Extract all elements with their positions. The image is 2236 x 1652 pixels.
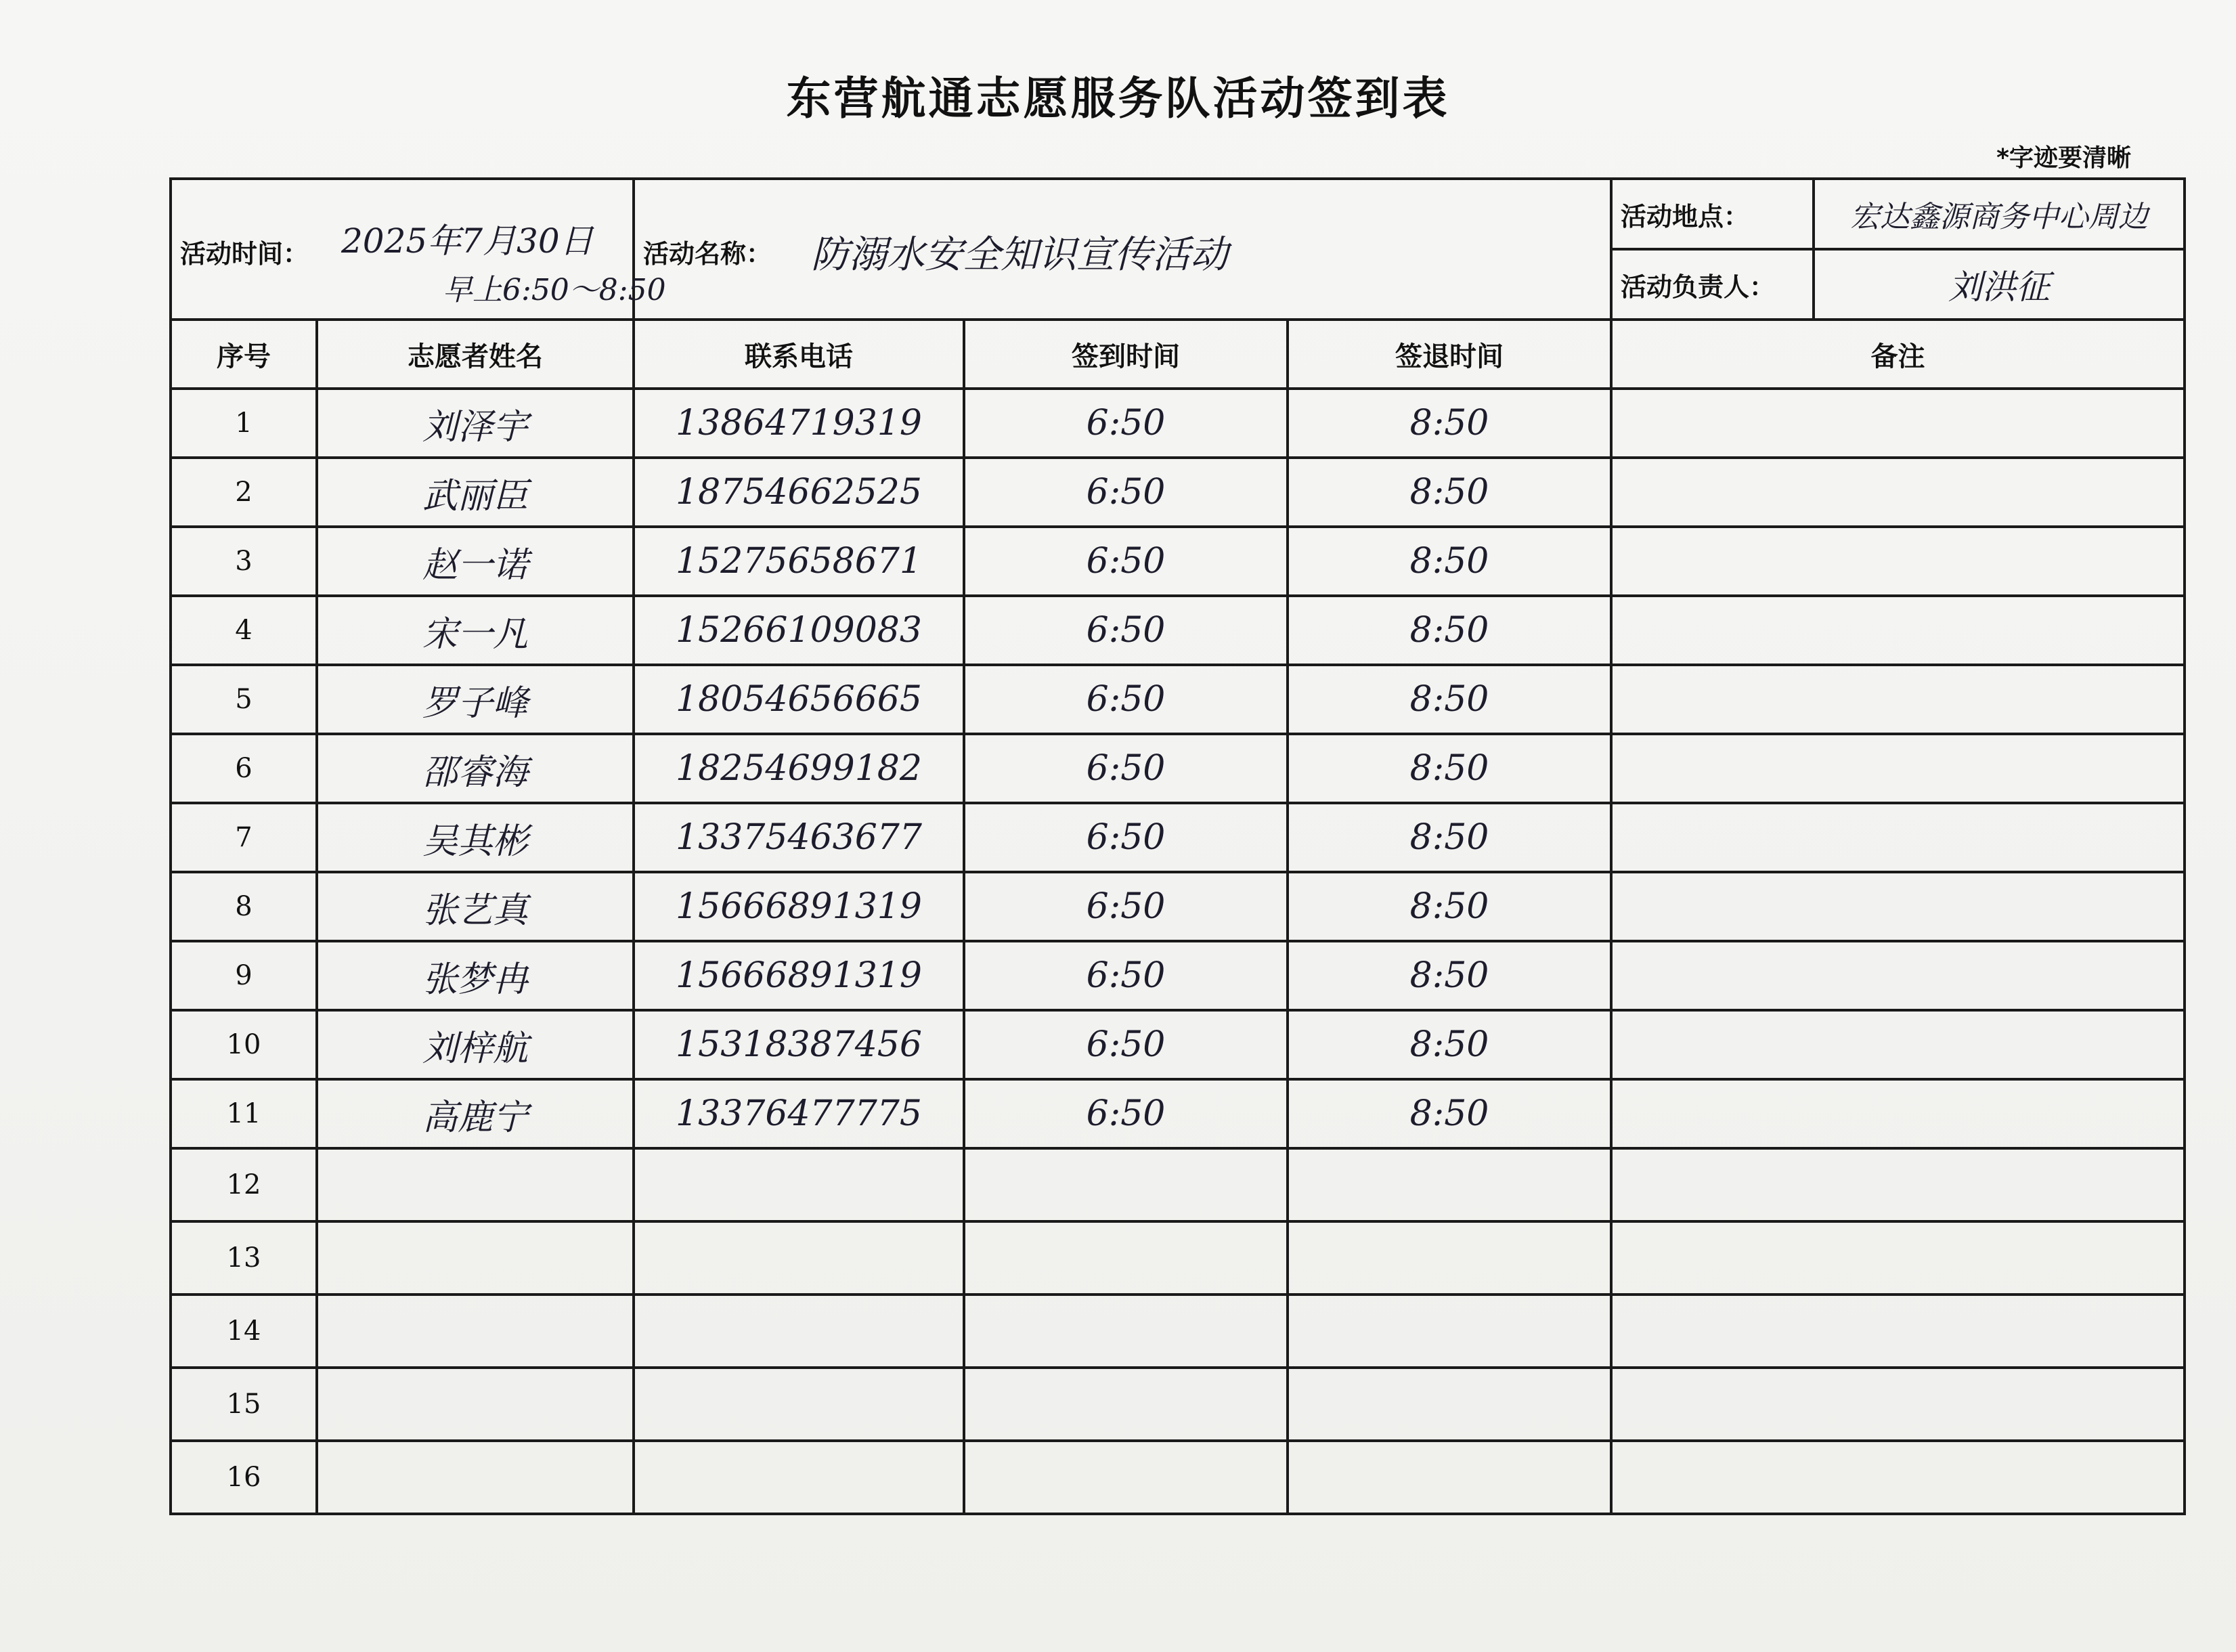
row-index: 14 [171, 1295, 317, 1368]
phone-number: 13864719319 [634, 389, 964, 458]
table-row [171, 734, 2185, 803]
remark [1611, 941, 2185, 1010]
row-index: 6 [171, 734, 317, 803]
table-row [171, 1441, 2185, 1514]
col-header-index: 序号 [171, 320, 317, 389]
col-header-signin: 签到时间 [964, 320, 1288, 389]
table-row [171, 665, 2185, 734]
volunteer-name: 武丽臣 [317, 458, 634, 527]
activity-location-label: 活动地点： [1611, 179, 1814, 249]
sign-in-time: 6:50 [964, 872, 1288, 941]
table-row [171, 458, 2185, 527]
remark [1611, 389, 2185, 458]
activity-time-cell [171, 179, 666, 320]
volunteer-name: 赵一诺 [317, 527, 634, 596]
phone-number: 15318387456 [634, 1010, 964, 1079]
sign-in-time: 6:50 [964, 665, 1288, 734]
table-row [171, 1148, 2185, 1221]
phone-number: 15666891319 [634, 872, 964, 941]
sign-in-time: 6:50 [964, 527, 1288, 596]
table-row [171, 1295, 2185, 1368]
row-index: 11 [171, 1079, 317, 1148]
row-index: 8 [171, 872, 317, 941]
row-index: 1 [171, 389, 317, 458]
phone-number: 18754662525 [634, 458, 964, 527]
col-header-phone: 联系电话 [634, 320, 964, 389]
col-header-remark: 备注 [1611, 320, 2185, 389]
table-row [171, 872, 2185, 941]
volunteer-name: 高鹿宁 [317, 1079, 634, 1148]
sign-out-time: 8:50 [1288, 389, 1611, 458]
page-title: 东营航通志愿服务队活动签到表 [786, 72, 1450, 125]
sign-out-time: 8:50 [1288, 458, 1611, 527]
sign-out-time [1288, 1441, 1611, 1514]
row-index: 4 [171, 596, 317, 665]
table-row [171, 389, 2185, 458]
sign-in-time: 6:50 [964, 734, 1288, 803]
table-row [171, 1079, 2185, 1148]
sign-in-time: 6:50 [964, 1079, 1288, 1148]
sign-out-time: 8:50 [1288, 803, 1611, 872]
remark [1611, 734, 2185, 803]
remark [1611, 872, 2185, 941]
remark [1611, 1221, 2185, 1295]
sign-in-time: 6:50 [964, 941, 1288, 1010]
activity-date: 2025年7月30日 [341, 221, 594, 261]
phone-number: 15266109083 [634, 596, 964, 665]
row-index: 5 [171, 665, 317, 734]
sign-in-time [964, 1441, 1288, 1514]
volunteer-name: 宋一凡 [317, 596, 634, 665]
row-index: 13 [171, 1221, 317, 1295]
volunteer-name: 刘梓航 [317, 1010, 634, 1079]
table-row [171, 1368, 2185, 1441]
sign-in-time [964, 1221, 1288, 1295]
table-row [171, 941, 2185, 1010]
remark [1611, 803, 2185, 872]
volunteer-name [317, 1368, 634, 1441]
activity-name-value: 防溺水安全知识宣传活动 [811, 233, 1228, 277]
sign-out-time: 8:50 [1288, 1079, 1611, 1148]
volunteer-name: 吴其彬 [317, 803, 634, 872]
sign-out-time: 8:50 [1288, 527, 1611, 596]
row-index: 2 [171, 458, 317, 527]
sign-in-time: 6:50 [964, 803, 1288, 872]
row-index: 12 [171, 1148, 317, 1221]
row-index: 16 [171, 1441, 317, 1514]
remark [1611, 1010, 2185, 1079]
phone-number: 18054656665 [634, 665, 964, 734]
sign-out-time: 8:50 [1288, 734, 1611, 803]
remark [1611, 665, 2185, 734]
col-header-name: 志愿者姓名 [317, 320, 634, 389]
phone-number: 13376477775 [634, 1079, 964, 1148]
activity-name-label: 活动名称： [643, 239, 772, 269]
sign-out-time [1288, 1295, 1611, 1368]
sign-out-time [1288, 1368, 1611, 1441]
legibility-note: *字迹要清晰 [1996, 144, 2131, 172]
phone-number [634, 1368, 964, 1441]
sign-out-time: 8:50 [1288, 872, 1611, 941]
table-row [171, 1221, 2185, 1295]
remark [1611, 1368, 2185, 1441]
remark [1611, 1441, 2185, 1514]
table-row [171, 596, 2185, 665]
volunteer-name: 张梦冉 [317, 941, 634, 1010]
remark [1611, 596, 2185, 665]
sign-out-time: 8:50 [1288, 596, 1611, 665]
activity-time-label: 活动时间： [180, 239, 309, 269]
volunteer-name: 刘泽宇 [317, 389, 634, 458]
phone-number [634, 1221, 964, 1295]
column-header-row [171, 320, 2185, 389]
sign-in-time: 6:50 [964, 389, 1288, 458]
row-index: 10 [171, 1010, 317, 1079]
phone-number [634, 1441, 964, 1514]
remark [1611, 1148, 2185, 1221]
volunteer-name: 张艺真 [317, 872, 634, 941]
table-row [171, 1010, 2185, 1079]
volunteer-name [317, 1148, 634, 1221]
volunteer-name: 邵睿海 [317, 734, 634, 803]
table-row [171, 803, 2185, 872]
phone-number: 13375463677 [634, 803, 964, 872]
phone-number: 15666891319 [634, 941, 964, 1010]
volunteer-name [317, 1441, 634, 1514]
remark [1611, 1295, 2185, 1368]
sign-in-time [964, 1368, 1288, 1441]
row-index: 3 [171, 527, 317, 596]
volunteer-name [317, 1221, 634, 1295]
phone-number [634, 1295, 964, 1368]
sign-out-time [1288, 1148, 1611, 1221]
remark [1611, 458, 2185, 527]
row-index: 9 [171, 941, 317, 1010]
row-index: 15 [171, 1368, 317, 1441]
activity-name-cell [634, 179, 1611, 320]
activity-leader-label: 活动负责人： [1611, 249, 1814, 320]
row-index: 7 [171, 803, 317, 872]
sign-out-time: 8:50 [1288, 941, 1611, 1010]
activity-leader-value: 刘洪征 [1814, 249, 2185, 320]
sign-in-time: 6:50 [964, 596, 1288, 665]
remark [1611, 527, 2185, 596]
sign-out-time: 8:50 [1288, 665, 1611, 734]
sign-out-time: 8:50 [1288, 1010, 1611, 1079]
table-row [171, 527, 2185, 596]
phone-number: 15275658671 [634, 527, 964, 596]
phone-number [634, 1148, 964, 1221]
volunteer-name [317, 1295, 634, 1368]
sign-in-table [169, 177, 2186, 1515]
activity-time-range: 早上6:50～8:50 [443, 273, 666, 307]
phone-number: 18254699182 [634, 734, 964, 803]
sign-in-time [964, 1148, 1288, 1221]
volunteer-name: 罗子峰 [317, 665, 634, 734]
sign-in-time: 6:50 [964, 458, 1288, 527]
sign-in-time [964, 1295, 1288, 1368]
activity-location-value: 宏达鑫源商务中心周边 [1814, 179, 2185, 249]
sign-in-time: 6:50 [964, 1010, 1288, 1079]
remark [1611, 1079, 2185, 1148]
sign-out-time [1288, 1221, 1611, 1295]
col-header-signout: 签退时间 [1288, 320, 1611, 389]
